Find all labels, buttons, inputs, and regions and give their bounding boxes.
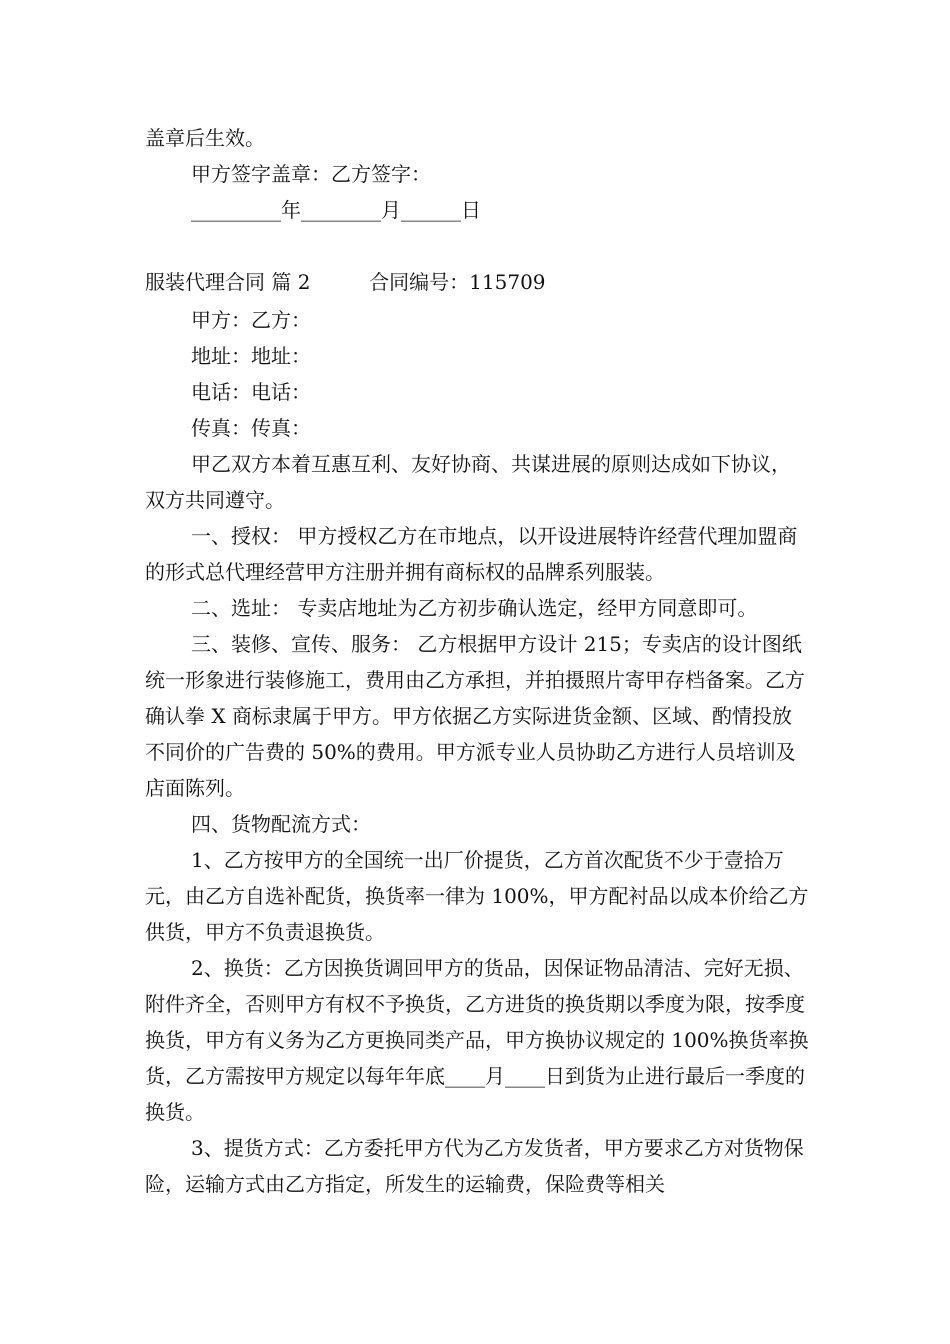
decoration-paragraph: 三、装修、宣传、服务： 乙方根据甲方设计 215；专卖店的设计图纸统一形象进行装修施工，费用由乙方承担，并拍摄照片寄甲存档备案。乙方确认拳 X 商标隶属于甲方。甲方依据乙方实际进货金额、区域、酌情投放不同价的广告费的 50%的费用。甲方派专业人员协助乙方进行人员培训及店面陈列。 bbox=[145, 632, 805, 800]
fax-line: 传真：传真： bbox=[191, 416, 311, 440]
authorization-paragraph: 一、授权： 甲方授权乙方在市地点，以开设进展特许经营代理加盟商的形式总代理经营甲方注册并拥有商标权的品牌系列服装。 bbox=[145, 524, 798, 584]
intro-paragraph: 甲乙双方本着互惠互利、友好协商、共谋进展的原则达成如下协议，双方共同遵守。 bbox=[145, 452, 791, 512]
contract-body bbox=[145, 446, 810, 1202]
exchange-paragraph: 2、换货：乙方因换货调回甲方的货品，因保证物品清洁、完好无损、附件齐全，否则甲方有权不予换货，乙方进货的换货期以季度为限，按季度换货，甲方有义务为乙方更换同类产品，甲方换协议规定的 100%换货率换货，乙方需按甲方规定以每年年底____月____日到货为止进行最后一季度的换货。 bbox=[145, 956, 809, 1124]
date-line: _________年________月______日 bbox=[191, 198, 481, 222]
delivery-paragraph: 3、提货方式：乙方委托甲方代为乙方发货者，甲方要求乙方对货物保险，运输方式由乙方指定，所发生的运输费，保险费等相关 bbox=[145, 1136, 804, 1196]
phone-line: 电话：电话： bbox=[191, 380, 311, 404]
contract-number: 合同编号：115709 bbox=[369, 270, 546, 294]
party-info bbox=[145, 302, 810, 446]
pickup-paragraph: 1、乙方按甲方的全国统一出厂价提货，乙方首次配货不少于壹拾万元，由乙方自选补配货，换货率一律为 100%，甲方配衬品以成本价给乙方供货，甲方不负责退换货。 bbox=[145, 848, 809, 944]
top-section bbox=[145, 120, 810, 228]
party-line: 甲方：乙方： bbox=[191, 308, 311, 332]
address-line: 地址：地址： bbox=[191, 344, 311, 368]
signature-line: 甲方签字盖章：乙方签字： bbox=[191, 162, 431, 186]
section-title: 服装代理合同 篇 2 bbox=[145, 270, 311, 294]
goods-heading: 四、货物配流方式： bbox=[191, 812, 371, 836]
location-paragraph: 二、选址： 专卖店地址为乙方初步确认选定，经甲方同意即可。 bbox=[191, 596, 758, 620]
section-heading bbox=[145, 264, 546, 300]
effective-line: 盖章后生效。 bbox=[145, 126, 265, 150]
